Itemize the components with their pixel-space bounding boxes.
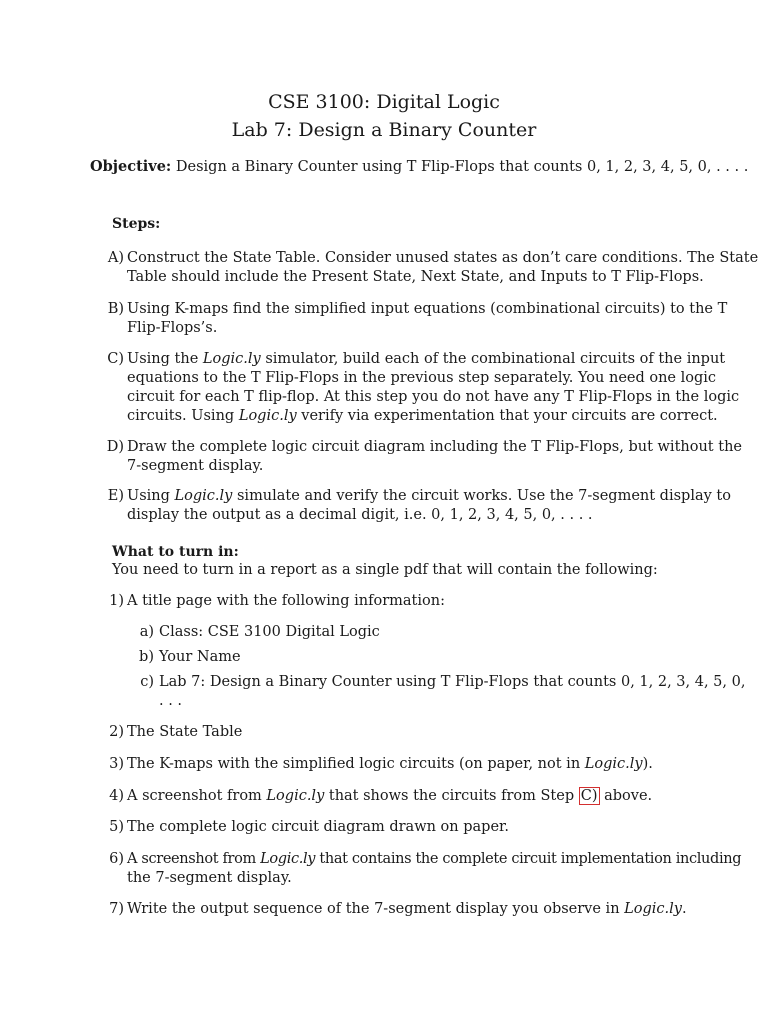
step-label: A) [107, 250, 124, 266]
software-name: Logic.ly [624, 901, 682, 917]
subitem-text: Lab 7: Design a Binary Counter using T Flip-Flops that counts 0, 1, 2, 3, 4, 5, 0, [159, 674, 746, 690]
software-name: Logic.ly [266, 788, 325, 804]
document-subtitle: Lab 7: Design a Binary Counter [231, 119, 537, 141]
item-text: The complete logic circuit diagram drawn on paper. [127, 819, 509, 835]
software-name: Logic.ly [584, 756, 643, 772]
item-text: A screenshot from Logic.ly that shows the circuits from Step C) above. [127, 788, 653, 804]
step-label: D) [106, 439, 124, 455]
step-text-line: circuits. Using Logic.ly verify via experimentation that your circuits are correct. [127, 408, 718, 424]
turnin-intro: You need to turn in a report as a single pdf that will contain the following: [112, 562, 658, 578]
subitem-text: Class: CSE 3100 Digital Logic [159, 624, 380, 640]
step-label: E) [107, 488, 124, 504]
item-label: 4) [109, 788, 124, 804]
item-text: A title page with the following information: [127, 593, 445, 609]
step-text-line: 7-segment display. [127, 458, 264, 474]
item-text: Write the output sequence of the 7-segment display you observe in Logic.ly. [127, 901, 687, 917]
step-text-line: display the output as a decimal digit, i.e. 0, 1, 2, 3, 4, 5, 0, . . . . [127, 507, 593, 523]
objective-text: Design a Binary Counter using T Flip-Flops that counts 0, 1, 2, 3, 4, 5, 0, . . . . [175, 159, 749, 175]
software-name: Logic.ly [202, 351, 261, 367]
item-text: A screenshot from Logic.ly that contains the complete circuit implementation including [127, 851, 742, 867]
objective-paragraph [90, 157, 749, 177]
software-name: Logic.ly [174, 488, 233, 504]
subitem-label: c) [140, 674, 154, 690]
software-name: Logic.ly [238, 408, 297, 424]
step-label: B) [107, 301, 124, 317]
step-text-line: equations to the T Flip-Flops in the previous step separately. You need one logic [127, 370, 717, 386]
item-label: 6) [109, 851, 124, 867]
step-text-line: Draw the complete logic circuit diagram including the T Flip-Flops, but without the [127, 439, 742, 455]
steps-heading: Steps: [112, 216, 161, 232]
step-text-line: Construct the State Table. Consider unused states as don’t care conditions. The State [127, 250, 759, 266]
item-label: 3) [109, 756, 124, 772]
software-name: Logic.ly [260, 851, 316, 867]
subitem-text: . . . [159, 693, 183, 709]
item-text: The State Table [127, 724, 243, 740]
step-c-reference-link[interactable]: C) [580, 788, 598, 804]
item-text: the 7-segment display. [127, 870, 292, 886]
item-text: The K-maps with the simplified logic circuits (on paper, not in Logic.ly). [127, 756, 653, 772]
objective-label: Objective: [90, 158, 172, 175]
step-text-line: circuit for each T flip-flop. At this step you do not have any T Flip-Flops in the logic [127, 389, 740, 405]
subitem-text: Your Name [159, 649, 241, 665]
step-text-line: Using the Logic.ly simulator, build each of the combinational circuits of the input [127, 351, 726, 367]
item-label: 2) [109, 724, 124, 740]
step-text-line: Using Logic.ly simulate and verify the circuit works. Use the 7-segment display to [127, 488, 731, 504]
document-title: CSE 3100: Digital Logic [268, 91, 500, 113]
item-label: 5) [109, 819, 124, 835]
turnin-heading: What to turn in: [112, 544, 239, 560]
step-label: C) [107, 351, 124, 367]
subitem-label: b) [139, 649, 154, 665]
item-label: 1) [109, 593, 124, 609]
step-text-line: Flip-Flops’s. [127, 320, 218, 336]
step-text-line: Table should include the Present State, Next State, and Inputs to T Flip-Flops. [127, 269, 704, 285]
subitem-label: a) [139, 624, 154, 640]
item-label: 7) [109, 901, 124, 917]
step-text-line: Using K-maps find the simplified input equations (combinational circuits) to the T [127, 301, 728, 317]
